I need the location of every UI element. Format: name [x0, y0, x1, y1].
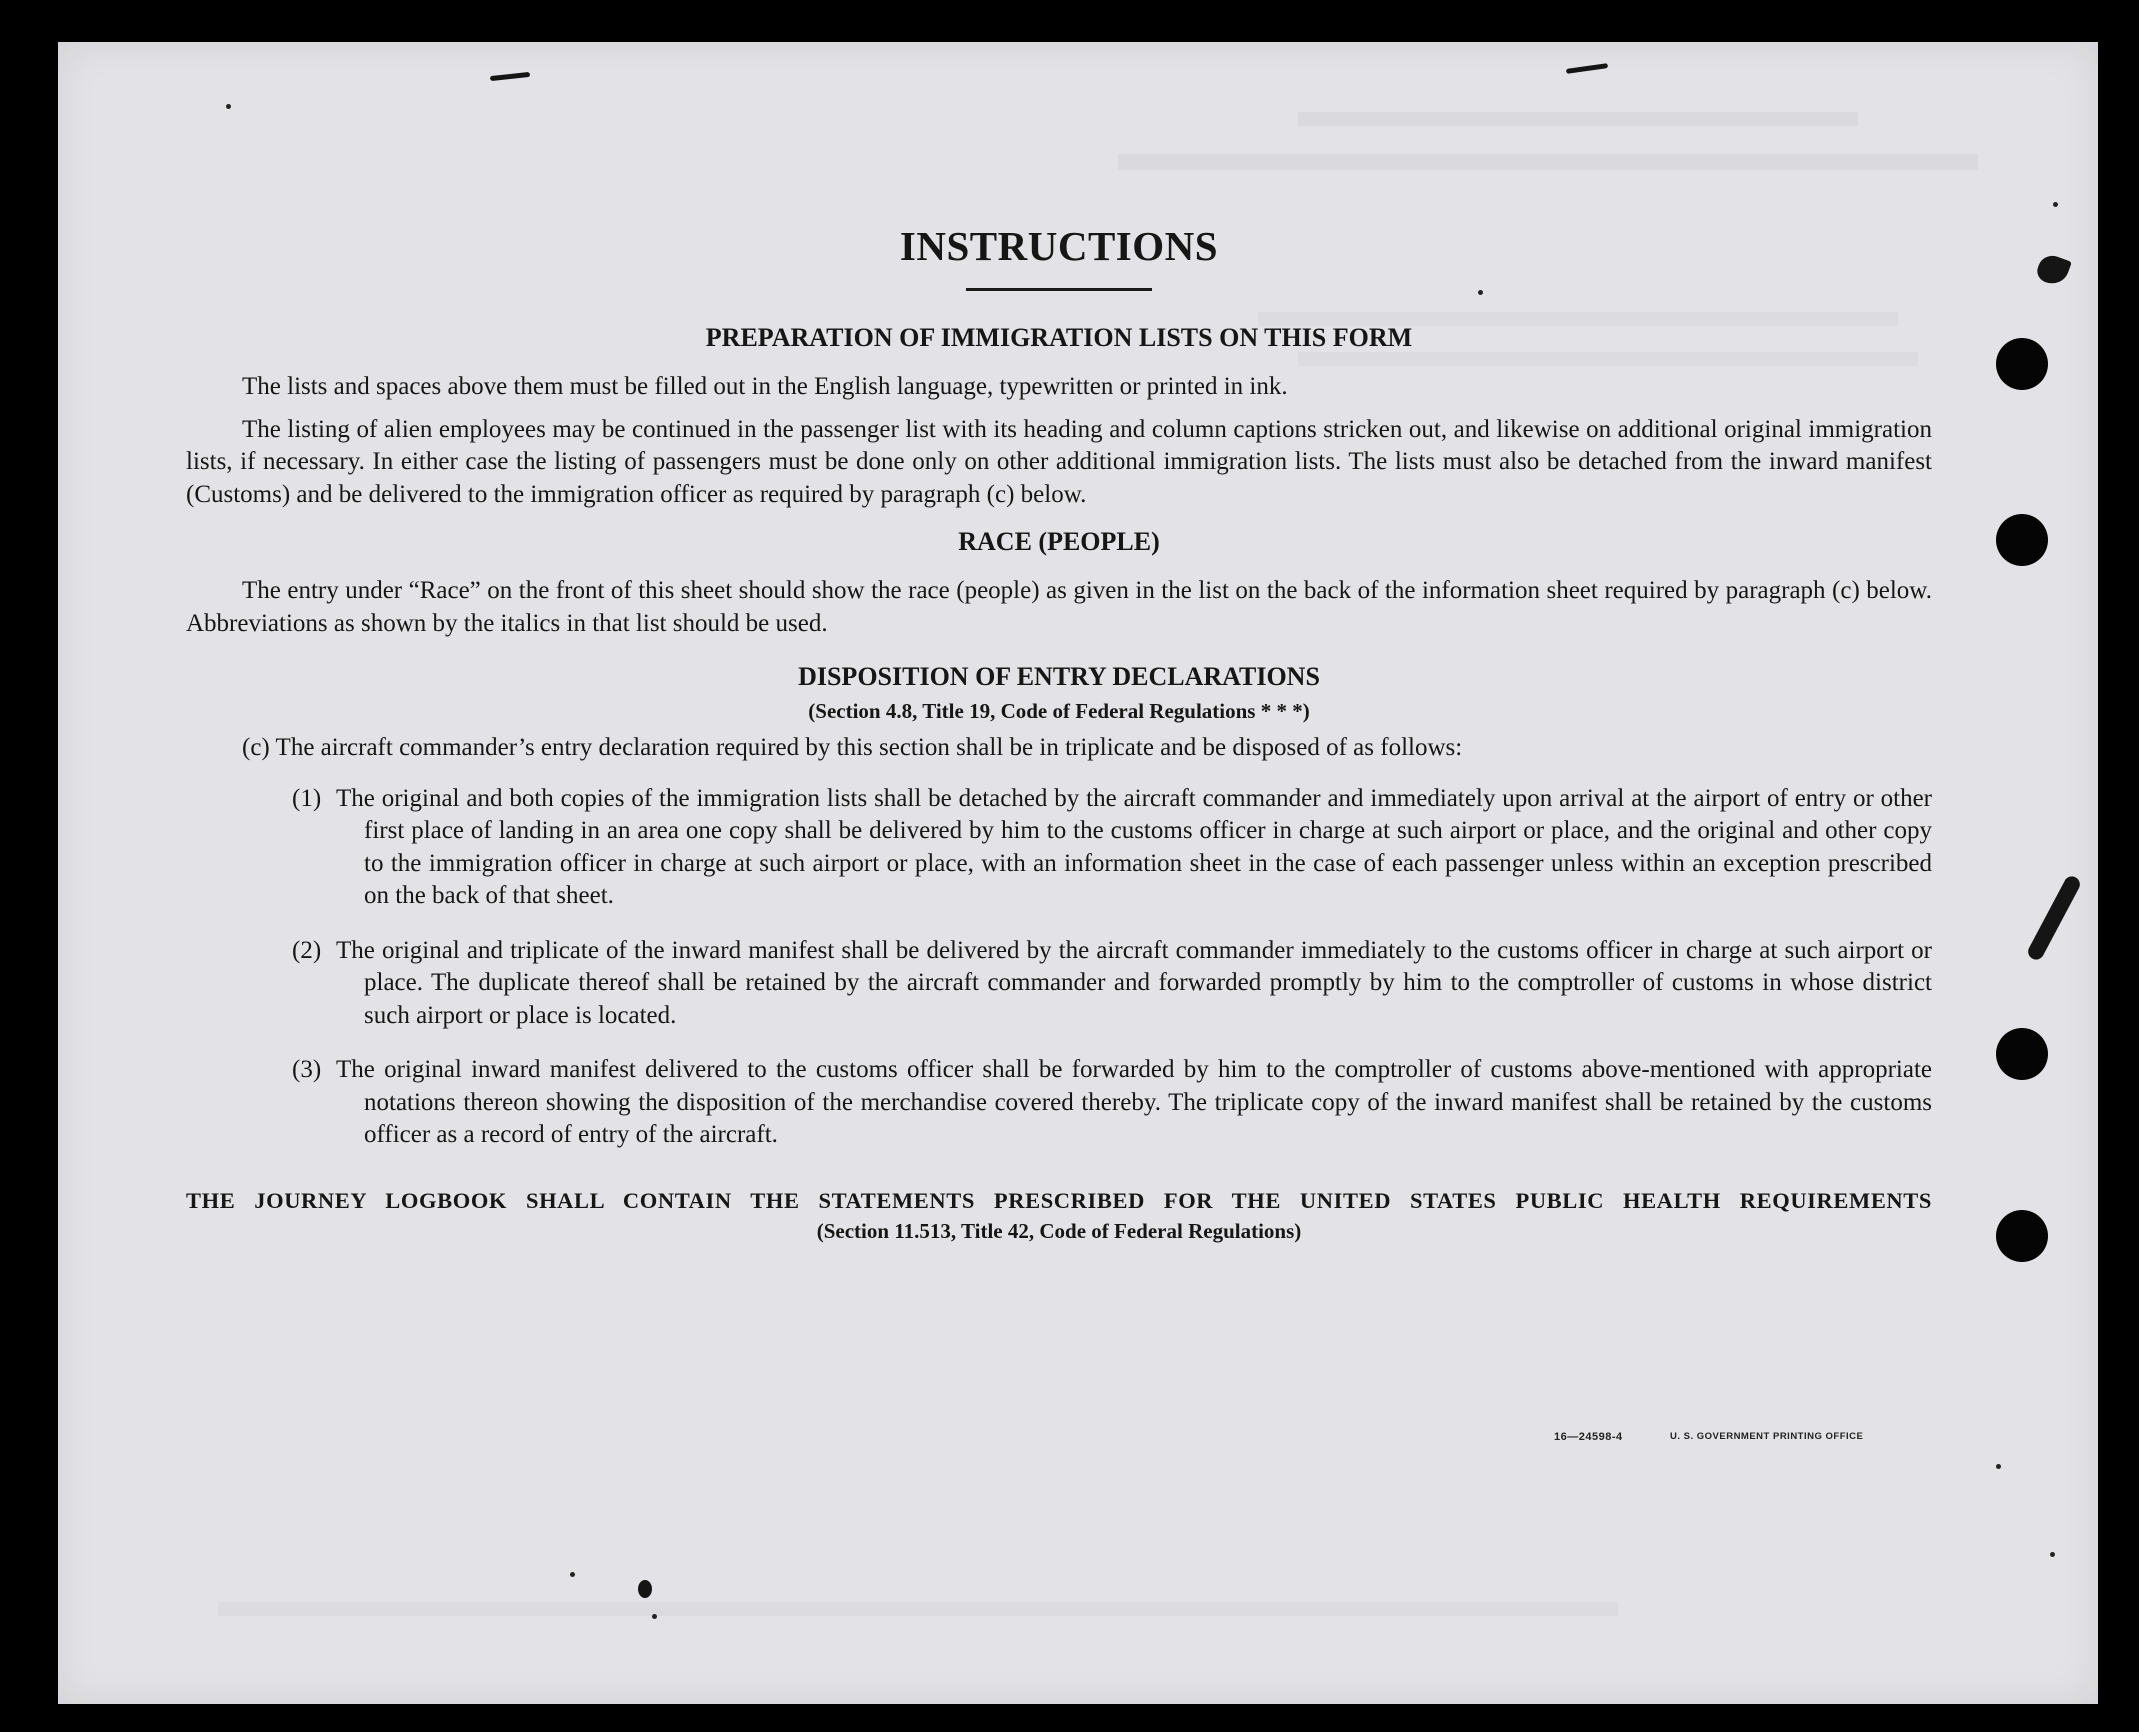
punch-hole: [1996, 1028, 2048, 1080]
list-item-number: (1): [292, 784, 322, 812]
ink-speck: [2050, 1552, 2055, 1557]
paragraph-race: The entry under “Race” on the front of this sheet should show the race (people) as given in the list on the back of the information sheet required by paragraph (c) below. Abbreviations as shown by the italics in that list should be used.: [186, 577, 1932, 637]
disposition-citation: (Section 4.8, Title 19, Code of Federal Regulations * * *): [808, 699, 1310, 723]
bleed-through-shading: [1298, 112, 1858, 126]
ink-speck: [652, 1614, 657, 1619]
list-item: [186, 935, 1932, 1033]
section-heading-preparation: PREPARATION OF IMMIGRATION LISTS ON THIS FORM: [705, 323, 1413, 352]
list-item-text: The original inward manifest delivered to the customs officer shall be forwarded by him to the comptroller of customs above-mentioned with appropriate notations thereon showing the disposition of the merchandise covered thereby. The triplicate copy of the inward manifest shall be retained by the customs officer as a record of entry of the aircraft.: [336, 1056, 1932, 1148]
page-title: INSTRUCTIONS: [899, 223, 1219, 269]
paragraph-disposition-intro: (c) The aircraft commander’s entry declaration required by this section shall be in triplicate and be disposed of as follows:: [242, 734, 1463, 761]
form-number: 16—24598‑4: [1554, 1431, 1623, 1443]
health-requirements-statement: THE JOURNEY LOGBOOK SHALL CONTAIN THE STATEMENTS PRESCRIBED FOR THE UNITED STATES PUBLIC HEALTH REQUIREMENTS: [186, 1187, 1932, 1213]
ink-smudge: [1566, 63, 1608, 74]
list-item: [186, 783, 1932, 913]
paragraph-preparation-1: The lists and spaces above them must be filled out in the English language, typewritten or printed in ink.: [242, 373, 1288, 400]
list-item-number: (2): [292, 936, 322, 964]
printer-imprint: U. S. GOVERNMENT PRINTING OFFICE: [1670, 1431, 1864, 1442]
section-heading-race: RACE (PEOPLE): [958, 527, 1160, 556]
list-item-text: The original and both copies of the immigration lists shall be detached by the aircraft commander and immediately upon arrival at the airport of entry or other first place of landing in an area one copy shall be delivered by him to the customs officer in charge at such airport or place, and the original and other copy to the immigration officer in charge at such airport or place, with an information sheet in the case of each passenger unless within an exception prescribed on the back of that sheet.: [336, 784, 1932, 909]
list-item: [186, 1054, 1932, 1152]
ink-speck: [570, 1572, 575, 1577]
bleed-through-shading: [1118, 154, 1978, 170]
list-item-number: (3): [292, 1056, 322, 1083]
health-requirements-citation: (Section 11.513, Title 42, Code of Federal Regulations): [816, 1218, 1302, 1243]
instructions-content: [186, 220, 1932, 1246]
ink-speck: [226, 104, 231, 109]
title-underline: [966, 288, 1152, 291]
ink-speck: [2053, 202, 2058, 207]
section-heading-disposition: DISPOSITION OF ENTRY DECLARATIONS: [798, 662, 1320, 691]
punch-hole: [1996, 514, 2048, 566]
bleed-through-shading: [218, 1602, 1618, 1616]
ink-smudge: [638, 1580, 652, 1598]
edge-tear-mark: [2025, 874, 2082, 963]
edge-tear-mark: [2034, 252, 2072, 289]
punch-hole: [1996, 1210, 2048, 1262]
paragraph-preparation-2: The listing of alien employees may be continued in the passenger list with its heading and column captions stricken out, and likewise on additional original immigration lists, if necessary. In either case the listing of passengers must be done only on other additional immigration lists. The lists must also be detached from the inward manifest (Customs) and be delivered to the immigration officer as required by paragraph (c) below.: [186, 415, 1932, 508]
list-item-text: The original and triplicate of the inward manifest shall be delivered by the aircraft commander immediately to the customs officer in charge at such airport or place. The duplicate thereof shall be retained by the aircraft commander and forwarded promptly by him to the comptroller of customs in whose district such airport or place is located.: [336, 936, 1932, 1029]
punch-hole: [1996, 338, 2048, 390]
ink-smudge: [490, 72, 530, 81]
ink-speck: [1996, 1464, 2001, 1469]
